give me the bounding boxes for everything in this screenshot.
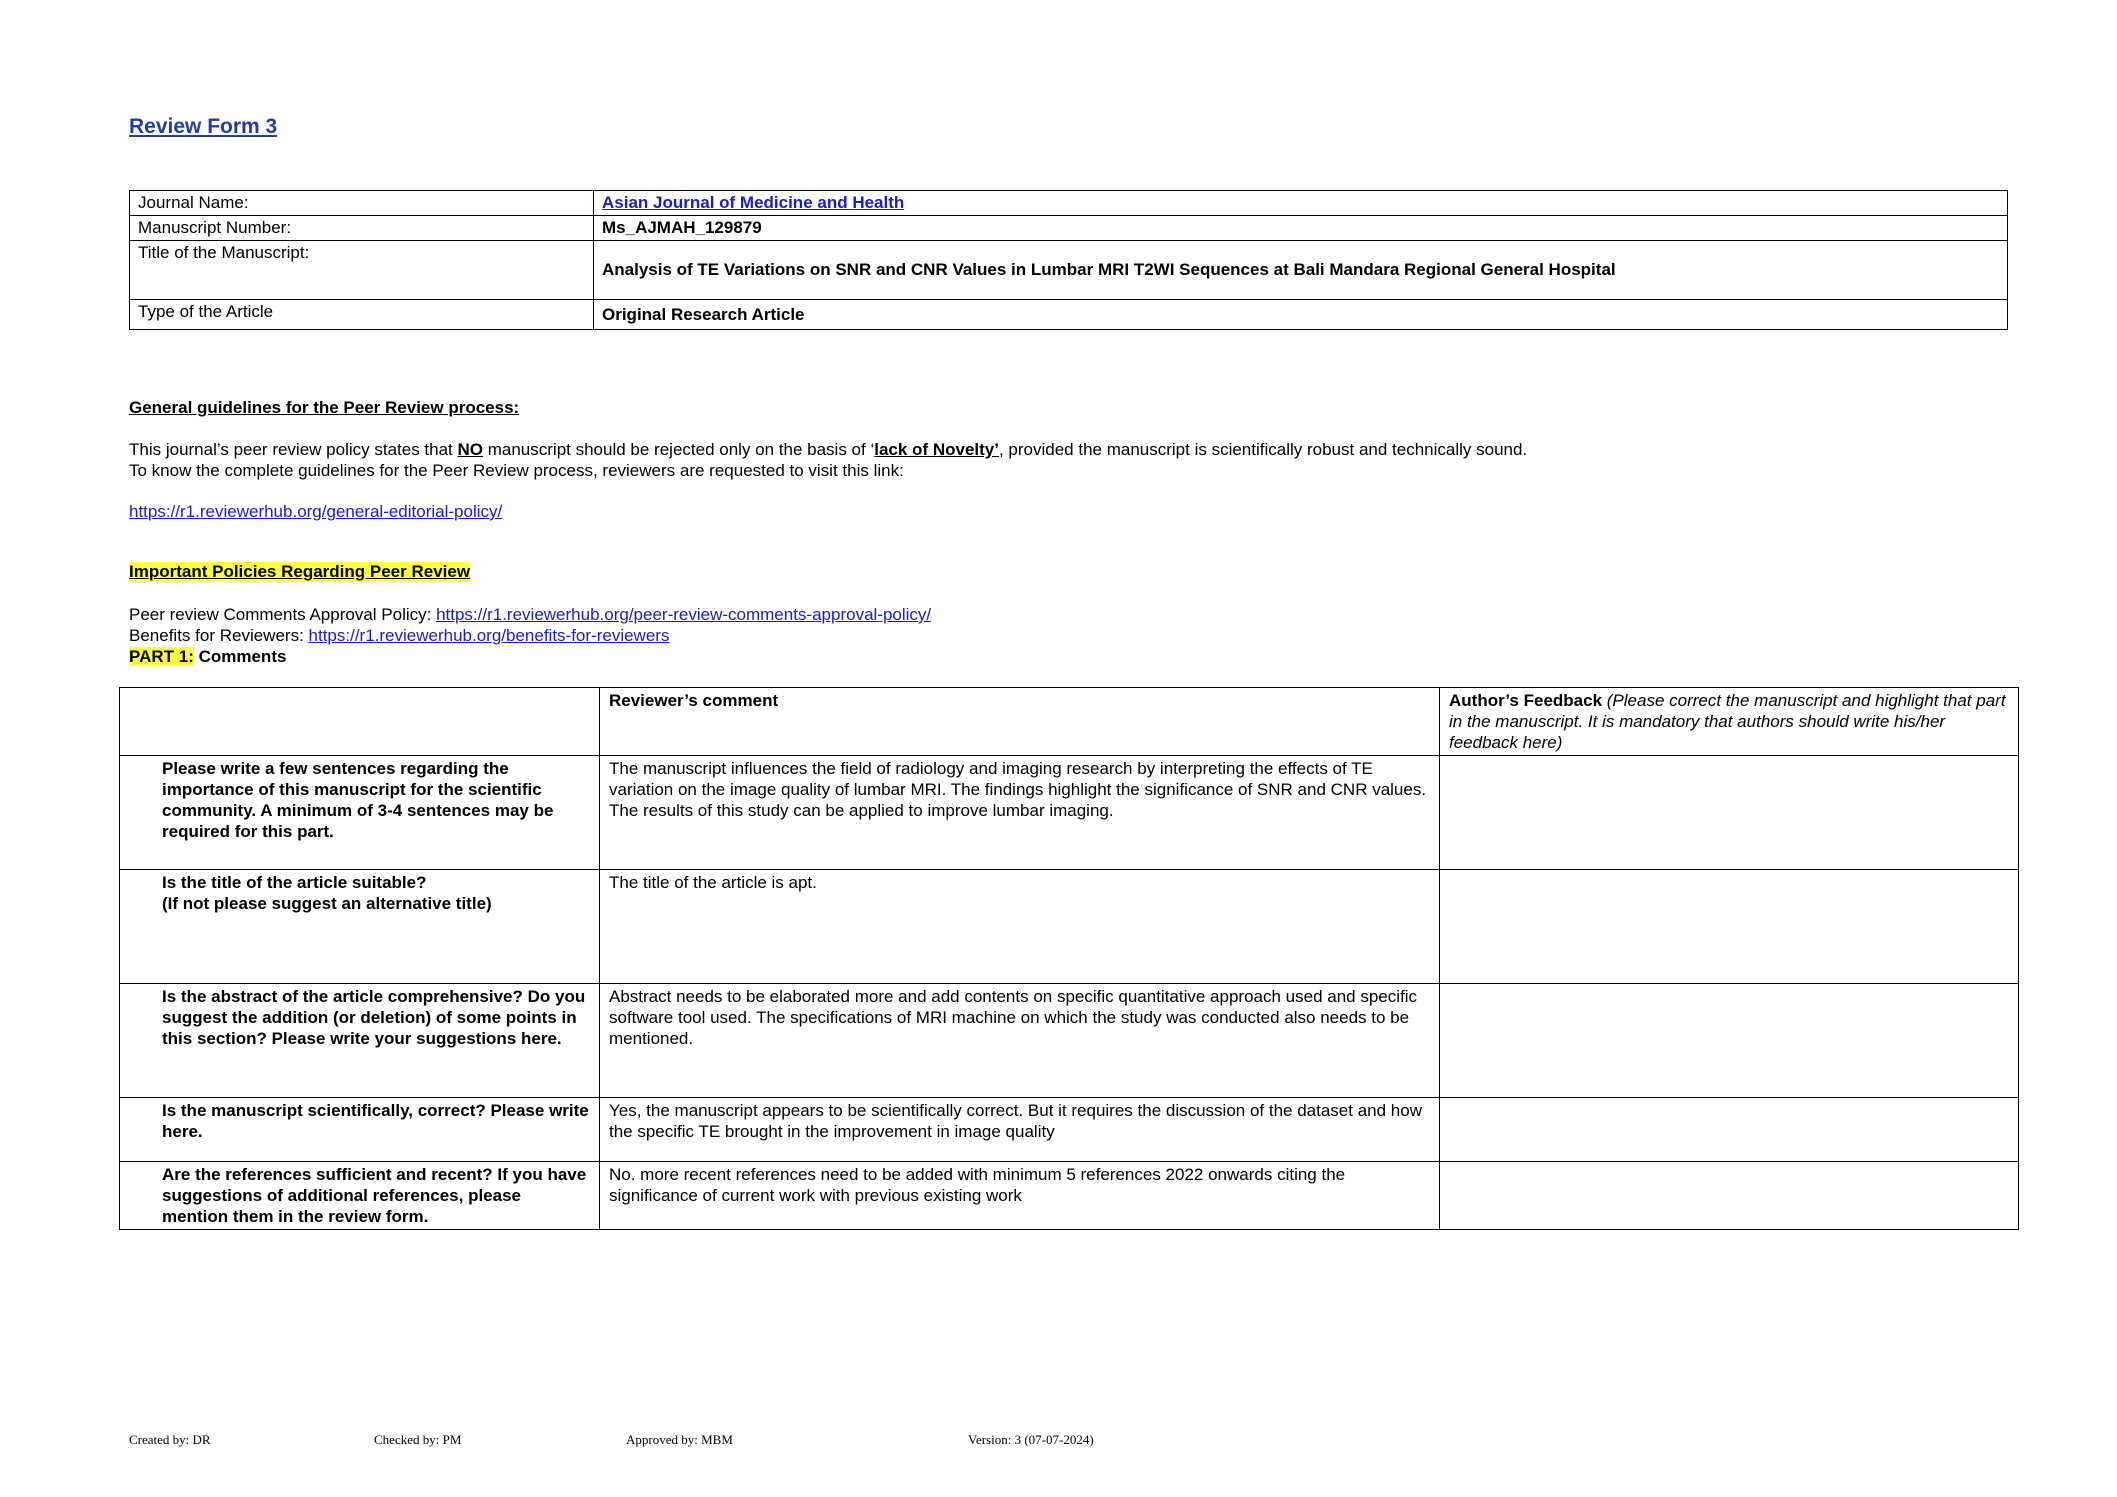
question-cell [120, 870, 600, 984]
manuscript-title-row [130, 241, 2008, 300]
comments-header-row [120, 688, 2019, 756]
author-feedback-cell[interactable] [1440, 1098, 2019, 1162]
author-feedback-title: Author’s Feedback [1449, 691, 1603, 710]
journal-label: Journal Name: [130, 191, 594, 216]
article-type-row [130, 300, 2008, 330]
table-row [120, 1162, 2019, 1230]
benefits-line [129, 625, 931, 646]
table-row [120, 870, 2019, 984]
guidelines-line1-c: , provided the manuscript is scientifically robust and technically sound. [998, 440, 1528, 459]
journal-link[interactable]: Asian Journal of Medicine and Health [602, 193, 905, 212]
comments-table [119, 687, 2019, 1230]
table-row [120, 1098, 2019, 1162]
author-feedback-cell[interactable] [1440, 1162, 2019, 1230]
footer-approved: Approved by: MBM [626, 1432, 733, 1447]
manuscript-title-label: Title of the Manuscript: [130, 241, 594, 300]
manuscript-title-value: Analysis of TE Variations on SNR and CNR Values in Lumbar MRI T2WI Sequences at Bali Mandara Regional General Hospital [594, 241, 2008, 300]
reviewer-comment-cell[interactable]: The title of the article is apt. [600, 870, 1440, 984]
header-question-cell [120, 688, 600, 756]
guidelines-line1-a: This journal’s peer review policy states that [129, 440, 458, 459]
part-label: PART 1: [129, 647, 194, 666]
article-type-label: Type of the Article [130, 300, 594, 330]
journal-value-cell [594, 191, 2008, 216]
question-cell: Please write a few sentences regarding the importance of this manuscript for the scientific community. A minimum of 3-4 sentences may be required for this part. [120, 756, 600, 870]
author-feedback-cell[interactable] [1440, 756, 2019, 870]
author-feedback-cell[interactable] [1440, 984, 2019, 1098]
benefits-label: Benefits for Reviewers: [129, 626, 309, 645]
approval-policy-label: Peer review Comments Approval Policy: [129, 605, 437, 624]
novelty-emphasis: lack of Novelty’ [874, 440, 999, 459]
question-cell: Is the manuscript scientifically, correct? Please write here. [120, 1098, 600, 1162]
part-heading [129, 646, 931, 667]
benefits-link[interactable]: https://r1.reviewerhub.org/benefits-for-reviewers [308, 626, 670, 645]
author-feedback-cell[interactable] [1440, 870, 2019, 984]
approval-policy-line [129, 604, 931, 625]
manuscript-info-table [129, 190, 2008, 330]
journal-row [130, 191, 2008, 216]
author-feedback-instructions: (Please correct the manuscript and highlight that part in the manuscript. It is mandatory that authors should write his/her feedback here) [1449, 691, 2006, 752]
table-row [120, 756, 2019, 870]
manuscript-number-row [130, 216, 2008, 241]
guidelines-line2: To know the complete guidelines for the Peer Review process, reviewers are requested to visit this link: [129, 461, 904, 480]
footer-created: Created by: DR [129, 1432, 211, 1447]
guidelines-line1 [129, 439, 1989, 460]
guidelines-line1-b: manuscript should be rejected only on the basis of ‘ [483, 440, 875, 459]
approval-policy-link[interactable]: https://r1.reviewerhub.org/peer-review-comments-approval-policy/ [436, 605, 932, 624]
footer-checked: Checked by: PM [374, 1432, 462, 1447]
no-emphasis: NO [457, 440, 484, 459]
reviewer-comment-cell[interactable]: Yes, the manuscript appears to be scientifically correct. But it requires the discussion of the dataset and how the specific TE brought in the improvement in image quality [600, 1098, 1440, 1162]
question-subtext: (If not please suggest an alternative title) [162, 894, 492, 913]
manuscript-number-value: Ms_AJMAH_129879 [594, 216, 2008, 241]
policies-text [129, 604, 931, 667]
reviewer-comment-cell[interactable]: The manuscript influences the field of radiology and imaging research by interpreting the effects of TE variation on the image quality of lumbar MRI. The findings highlight the significance of SNR and CNR values. The results of this study can be applied to improve lumbar imaging. [600, 756, 1440, 870]
question-cell: Is the abstract of the article comprehensive? Do you suggest the addition (or deletion) of some points in this section? Please write your suggestions here. [120, 984, 600, 1098]
guidelines-heading: General guidelines for the Peer Review process: [129, 398, 520, 417]
question-text: Is the title of the article suitable? [162, 873, 427, 892]
article-type-value: Original Research Article [594, 300, 2008, 330]
policies-heading: Important Policies Regarding Peer Review [129, 562, 471, 581]
header-reviewer-comment: Reviewer’s comment [600, 688, 1440, 756]
part-title: Comments [193, 647, 287, 666]
reviewer-comment-cell[interactable]: No. more recent references need to be added with minimum 5 references 2022 onwards citing the significance of current work with previous existing work [600, 1162, 1440, 1230]
form-title[interactable]: Review Form 3 [129, 115, 278, 138]
guidelines-text [129, 439, 1989, 481]
footer-version: Version: 3 (07-07-2024) [968, 1432, 1094, 1447]
editorial-policy-link[interactable]: https://r1.reviewerhub.org/general-editorial-policy/ [129, 502, 503, 521]
question-cell: Are the references sufficient and recent? If you have suggestions of additional references, please mention them in the review form. [120, 1162, 600, 1230]
manuscript-number-label: Manuscript Number: [130, 216, 594, 241]
header-author-feedback [1440, 688, 2019, 756]
table-row [120, 984, 2019, 1098]
reviewer-comment-cell[interactable]: Abstract needs to be elaborated more and add contents on specific quantitative approach used and specific software tool used. The specifications of MRI machine on which the study was conducted also needs to be mentioned. [600, 984, 1440, 1098]
